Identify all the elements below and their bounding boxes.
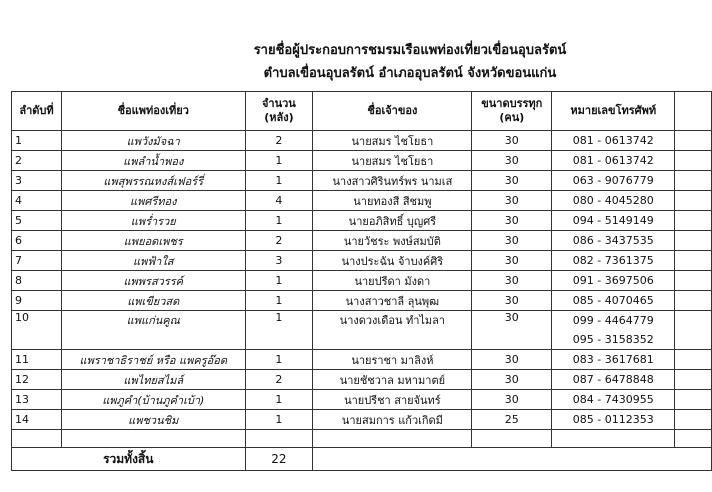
row-capacity: 30 (472, 271, 552, 291)
row-boat: แพศรีทอง (61, 191, 245, 211)
row-num: 10 (12, 311, 62, 350)
row-phone: 087 - 6478848 (552, 370, 675, 390)
table-row (12, 350, 712, 370)
row-extra (675, 390, 712, 410)
header-cap-line1: ขนาดบรรทุก (481, 97, 543, 110)
empty-cell (675, 430, 712, 448)
row-boat: แพราชาธิราชย์ หรือ แพครูอ๊อด (61, 350, 245, 370)
row-capacity: 30 (472, 171, 552, 191)
header-num: ลำดับที่ (12, 92, 62, 131)
row-boat: แพสุพรรณหงส์เฟอร์รี่ (61, 171, 245, 191)
row-qty: 2 (245, 131, 313, 151)
empty-cell (313, 430, 472, 448)
row-phone: 084 - 7430955 (552, 390, 675, 410)
row-qty: 1 (245, 171, 313, 191)
row-boat: แพเขียวสด (61, 291, 245, 311)
row-phone: 081 - 0613742 (552, 131, 675, 151)
row-boat: แพชวนชิม (61, 410, 245, 430)
row-qty: 1 (245, 390, 313, 410)
table-row (12, 311, 712, 350)
row-extra (675, 231, 712, 251)
row-num: 8 (12, 271, 62, 291)
row-num: 9 (12, 291, 62, 311)
row-qty: 2 (245, 231, 313, 251)
row-owner: นายสมร ไชโยธา (313, 151, 472, 171)
table-row (12, 171, 712, 191)
total-value: 22 (245, 448, 313, 471)
table-row (12, 390, 712, 410)
row-phone (552, 311, 675, 350)
row-phone: 085 - 4070465 (552, 291, 675, 311)
row-num: 7 (12, 251, 62, 271)
row-extra (675, 311, 712, 350)
total-empty (313, 448, 712, 471)
row-extra (675, 370, 712, 390)
row-num: 14 (12, 410, 62, 430)
row-owner: นางสาวศิรินทร์พร นามเส (313, 171, 472, 191)
row-owner: นายปรีชา สายจันทร์ (313, 390, 472, 410)
row-extra (675, 350, 712, 370)
row-phone: 086 - 3437535 (552, 231, 675, 251)
row-capacity: 30 (472, 291, 552, 311)
row-owner: นางประฉัน จ้าบงค์ศิริ (313, 251, 472, 271)
table-total-row (12, 448, 712, 471)
empty-cell (552, 430, 675, 448)
row-qty: 1 (245, 311, 313, 350)
row-phone: 080 - 4045280 (552, 191, 675, 211)
row-owner: นายทองสี สีชมพู (313, 191, 472, 211)
empty-cell (472, 430, 552, 448)
row-capacity: 30 (472, 311, 552, 350)
row-phone-secondary: 095 - 3158352 (572, 333, 654, 346)
row-num: 3 (12, 171, 62, 191)
row-num: 4 (12, 191, 62, 211)
document-title: รายชื่อผู้ประกอบการชมรมเรือแพท่องเที่ยวเขื่อนอุบลรัตน์ (253, 43, 567, 58)
row-capacity: 30 (472, 251, 552, 271)
table-row (12, 271, 712, 291)
row-capacity: 30 (472, 231, 552, 251)
row-phone: 085 - 0112353 (552, 410, 675, 430)
row-extra (675, 271, 712, 291)
row-phone: 081 - 0613742 (552, 151, 675, 171)
row-qty: 1 (245, 211, 313, 231)
operator-table (11, 91, 712, 471)
total-label: รวมทั้งสิ้น (12, 448, 246, 471)
table-row (12, 211, 712, 231)
document-subtitle: ตำบลเขื่อนอุบลรัตน์ อำเภออุบลรัตน์ จังหวัดขอนแก่น (263, 66, 557, 81)
row-extra (675, 171, 712, 191)
row-extra (675, 191, 712, 211)
row-num: 12 (12, 370, 62, 390)
header-boat: ชื่อแพท่องเที่ยว (61, 92, 245, 131)
row-num: 13 (12, 390, 62, 410)
row-boat: แพยอดเพชร (61, 231, 245, 251)
row-phone: 091 - 3697506 (552, 271, 675, 291)
row-owner: นายชัชวาล มหามาตย์ (313, 370, 472, 390)
row-boat: แพไทยสไมล์ (61, 370, 245, 390)
row-phone: 082 - 7361375 (552, 251, 675, 271)
header-extra (675, 92, 712, 131)
row-qty: 1 (245, 350, 313, 370)
empty-cell (245, 430, 313, 448)
row-capacity: 30 (472, 211, 552, 231)
row-owner: นายวัชระ พงษ์สมบัติ (313, 231, 472, 251)
header-cap-line2: (คน) (499, 111, 525, 124)
row-extra (675, 251, 712, 271)
table-row (12, 131, 712, 151)
empty-cell (12, 430, 62, 448)
row-boat: แพร่ำรวย (61, 211, 245, 231)
header-owner: ชื่อเจ้าของ (313, 92, 472, 131)
row-qty: 1 (245, 271, 313, 291)
row-num: 1 (12, 131, 62, 151)
table-row (12, 291, 712, 311)
row-capacity: 30 (472, 350, 552, 370)
table-row-empty (12, 430, 712, 448)
row-phone: 083 - 3617681 (552, 350, 675, 370)
header-qty (245, 92, 313, 131)
row-owner: นายปรีดา มังดา (313, 271, 472, 291)
row-extra (675, 131, 712, 151)
table-row (12, 410, 712, 430)
row-num: 2 (12, 151, 62, 171)
header-capacity (472, 92, 552, 131)
row-num: 11 (12, 350, 62, 370)
row-qty: 1 (245, 151, 313, 171)
row-owner: นายสมการ แก้วเกิดมี (313, 410, 472, 430)
row-boat: แพภูคำ(บ้านภูคำเบ้า) (61, 390, 245, 410)
row-boat: แพวังมัจฉา (61, 131, 245, 151)
row-boat: แพลำน้ำพอง (61, 151, 245, 171)
row-phone: 094 - 5149149 (552, 211, 675, 231)
table-header-row (12, 92, 712, 131)
row-capacity: 30 (472, 370, 552, 390)
row-capacity: 30 (472, 390, 552, 410)
row-extra (675, 410, 712, 430)
header-qty-line2: (หลัง) (264, 111, 294, 124)
header-phone: หมายเลขโทรศัพท์ (552, 92, 675, 131)
row-qty: 3 (245, 251, 313, 271)
table-row (12, 251, 712, 271)
row-owner: นางสาวชาลี ลุนพุฒ (313, 291, 472, 311)
row-qty: 2 (245, 370, 313, 390)
row-owner: นายราชา มาลิงห์ (313, 350, 472, 370)
row-boat: แพฟ้าใส (61, 251, 245, 271)
row-num: 5 (12, 211, 62, 231)
row-owner: นายอภิสิทธิ์ บุญศรี (313, 211, 472, 231)
row-qty: 1 (245, 291, 313, 311)
row-capacity: 30 (472, 131, 552, 151)
table-row (12, 370, 712, 390)
empty-cell (61, 430, 245, 448)
row-qty: 1 (245, 410, 313, 430)
table-row (12, 231, 712, 251)
row-num: 6 (12, 231, 62, 251)
row-capacity: 30 (472, 151, 552, 171)
row-owner: นายสมร ไชโยธา (313, 131, 472, 151)
header-qty-line1: จำนวน (261, 97, 296, 110)
row-qty: 4 (245, 191, 313, 211)
row-phone-primary: 099 - 4464779 (572, 314, 654, 327)
row-capacity: 30 (472, 191, 552, 211)
row-extra (675, 211, 712, 231)
row-capacity: 25 (472, 410, 552, 430)
row-extra (675, 151, 712, 171)
row-owner: นางดวงเดือน ทำไมลา (313, 311, 472, 350)
table-row (12, 151, 712, 171)
row-extra (675, 291, 712, 311)
row-phone: 063 - 9076779 (552, 171, 675, 191)
row-boat: แพแก่นคูณ (61, 311, 245, 350)
table-row (12, 191, 712, 211)
row-boat: แพพรสวรรค์ (61, 271, 245, 291)
